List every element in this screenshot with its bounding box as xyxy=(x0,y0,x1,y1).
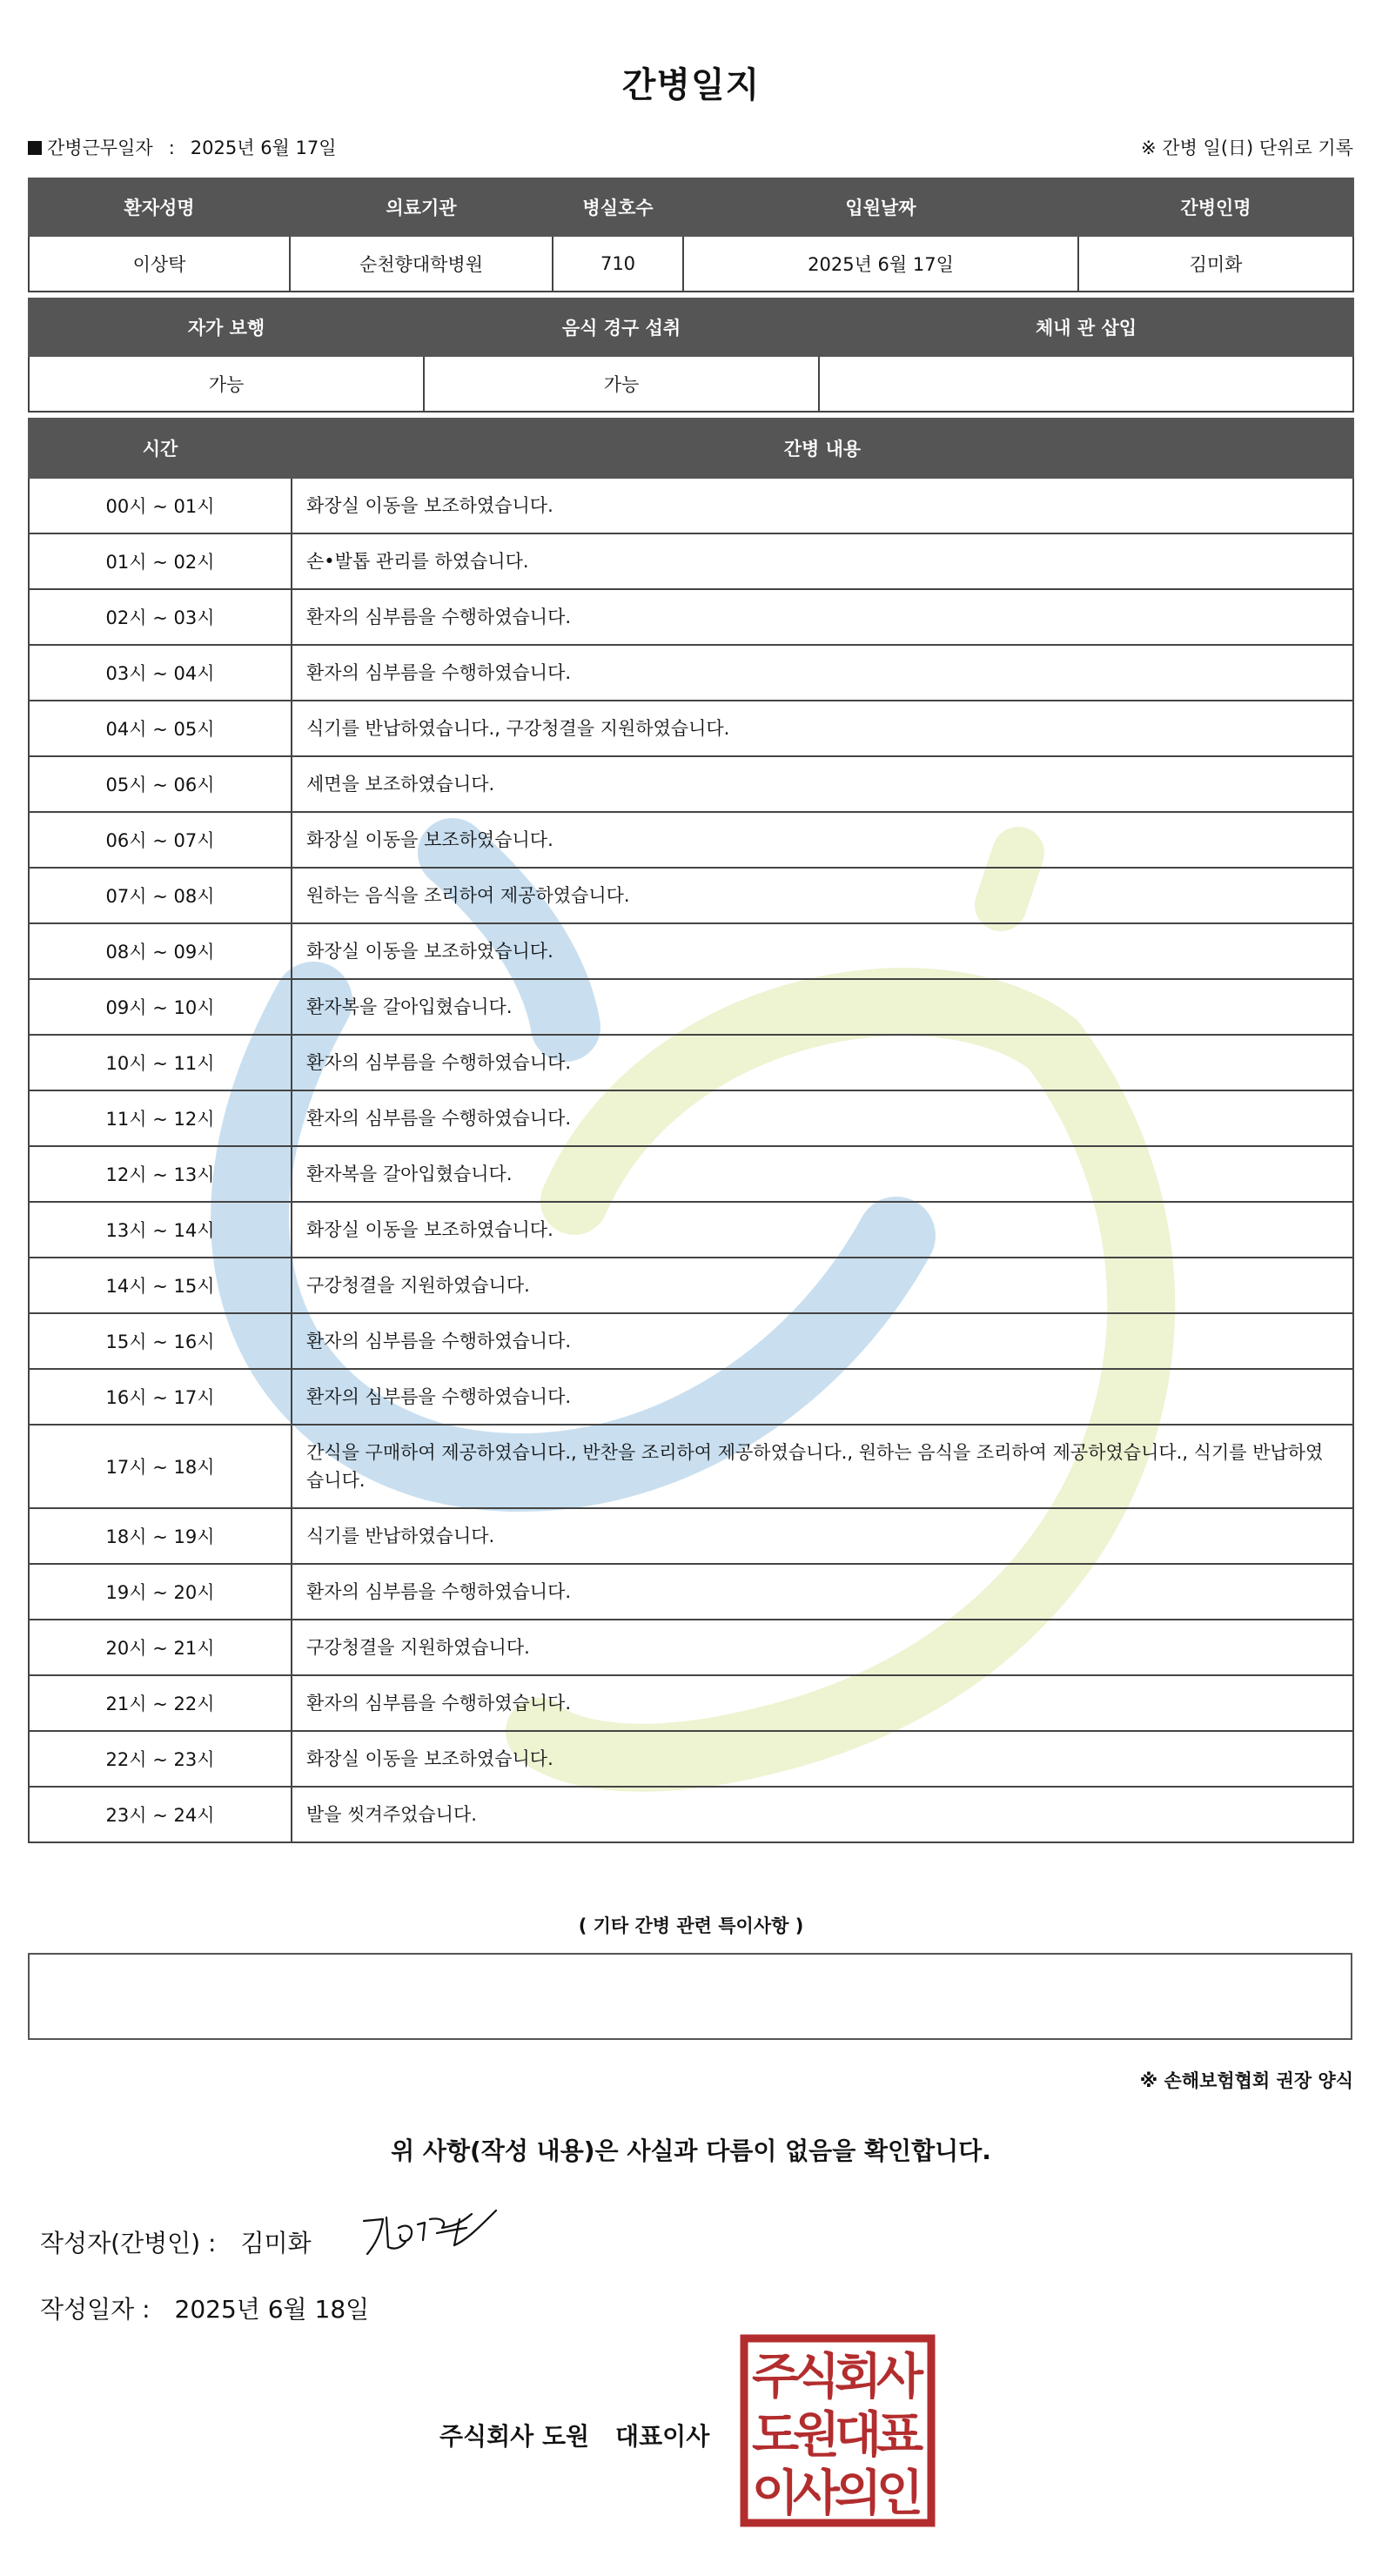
header-care-content: 간병 내용 xyxy=(292,419,1353,478)
written-date-label: 작성일자 : xyxy=(40,2295,151,2324)
ceo-title: 대표이사 xyxy=(615,2422,710,2451)
self-walking-value: 가능 xyxy=(29,356,424,412)
header-room-number: 병실호수 xyxy=(553,178,683,236)
svg-text:인: 인 xyxy=(875,2465,924,2522)
table-row xyxy=(29,812,1353,868)
table-row xyxy=(29,1369,1353,1425)
care-content-cell: 환자의 심부름을 수행하였습니다. xyxy=(292,589,1353,645)
tube-insertion-value xyxy=(819,356,1353,412)
patient-info-value-row xyxy=(29,236,1353,292)
header-oral-intake: 음식 경구 섭취 xyxy=(424,299,819,356)
caregiver-name: 김미화 xyxy=(1078,236,1353,292)
special-notes-title: ( 기타 간병 관련 특이사항 ) xyxy=(578,1915,804,1936)
recommend-note: ※ 손해보험협회 권장 양식 xyxy=(1139,2070,1353,2091)
care-content-cell: 화장실 이동을 보조하였습니다. xyxy=(292,1202,1353,1258)
square-bullet-icon xyxy=(28,141,42,155)
svg-text:주: 주 xyxy=(751,2349,800,2405)
written-date-line xyxy=(40,2291,369,2325)
care-content-cell: 환자의 심부름을 수행하였습니다. xyxy=(292,1035,1353,1090)
header-tube-insertion: 체내 관 삽입 xyxy=(819,299,1353,356)
patient-name: 이상탁 xyxy=(29,236,290,292)
table-row xyxy=(29,1731,1353,1787)
svg-text:사: 사 xyxy=(792,2465,841,2522)
admission-date: 2025년 6월 17일 xyxy=(683,236,1078,292)
table-row xyxy=(29,868,1353,923)
care-content-cell: 식기를 반납하였습니다., 구강청결을 지원하였습니다. xyxy=(292,701,1353,756)
care-content-cell: 환자의 심부름을 수행하였습니다. xyxy=(292,645,1353,701)
table-row xyxy=(29,979,1353,1035)
time-cell: 07시 ~ 08시 xyxy=(29,868,292,923)
oral-intake-value: 가능 xyxy=(424,356,819,412)
table-row xyxy=(29,1035,1353,1090)
table-row xyxy=(29,1202,1353,1258)
company-seal-stamp xyxy=(740,2334,936,2527)
time-cell: 06시 ~ 07시 xyxy=(29,812,292,868)
special-notes-box xyxy=(28,1953,1352,2040)
care-content-cell: 원하는 음식을 조리하여 제공하였습니다. xyxy=(292,868,1353,923)
table-row xyxy=(29,1620,1353,1675)
table-row xyxy=(29,1787,1353,1842)
care-content-cell: 환자의 심부름을 수행하였습니다. xyxy=(292,1313,1353,1369)
care-log-table xyxy=(28,418,1354,1843)
table-row xyxy=(29,533,1353,589)
work-date-separator: : xyxy=(168,138,175,158)
header-caregiver-name: 간병인명 xyxy=(1078,178,1353,236)
time-cell: 21시 ~ 22시 xyxy=(29,1675,292,1731)
table-row xyxy=(29,1675,1353,1731)
svg-text:도: 도 xyxy=(751,2407,800,2464)
care-content-cell: 손•발톱 관리를 하였습니다. xyxy=(292,533,1353,589)
svg-text:이: 이 xyxy=(751,2465,800,2522)
confirmation-statement: 위 사항(작성 내용)은 사실과 다름이 없음을 확인합니다. xyxy=(391,2137,991,2165)
time-cell: 13시 ~ 14시 xyxy=(29,1202,292,1258)
care-content-cell: 환자의 심부름을 수행하였습니다. xyxy=(292,1369,1353,1425)
care-content-cell: 간식을 구매하여 제공하였습니다., 반찬을 조리하여 제공하였습니다., 원하는 음식을 조리하여 제공하였습니다., 식기를 반납하였습니다. xyxy=(292,1425,1353,1508)
company-name: 주식회사 도원 xyxy=(439,2422,590,2451)
table-row xyxy=(29,923,1353,979)
company-line xyxy=(439,2418,709,2452)
time-cell: 23시 ~ 24시 xyxy=(29,1787,292,1842)
care-log-header-row xyxy=(29,419,1353,478)
work-date xyxy=(28,134,337,160)
time-cell: 12시 ~ 13시 xyxy=(29,1146,292,1202)
header-hospital: 의료기관 xyxy=(290,178,553,236)
ability-header-row xyxy=(29,299,1353,356)
table-row xyxy=(29,701,1353,756)
care-content-cell: 환자의 심부름을 수행하였습니다. xyxy=(292,1564,1353,1620)
written-date-value: 2025년 6월 18일 xyxy=(174,2295,370,2324)
time-cell: 05시 ~ 06시 xyxy=(29,756,292,812)
patient-ability-table xyxy=(28,298,1354,413)
table-row xyxy=(29,1425,1353,1508)
header-self-walking: 자가 보행 xyxy=(29,299,424,356)
care-content-cell: 환자의 심부름을 수행하였습니다. xyxy=(292,1675,1353,1731)
work-date-label: 간병근무일자 xyxy=(47,138,153,158)
ability-value-row xyxy=(29,356,1353,412)
patient-info-header-row xyxy=(29,178,1353,236)
writer-line xyxy=(40,2224,312,2259)
svg-text:회: 회 xyxy=(834,2349,882,2405)
time-cell: 03시 ~ 04시 xyxy=(29,645,292,701)
svg-text:표: 표 xyxy=(875,2407,924,2464)
unit-note: ※ 간병 일(日) 단위로 기록 xyxy=(1141,138,1353,158)
table-row xyxy=(29,1313,1353,1369)
table-row xyxy=(29,645,1353,701)
header-time: 시간 xyxy=(29,419,292,478)
time-cell: 19시 ~ 20시 xyxy=(29,1564,292,1620)
svg-text:식: 식 xyxy=(792,2349,841,2405)
time-cell: 14시 ~ 15시 xyxy=(29,1258,292,1313)
handwritten-signature xyxy=(357,2202,505,2263)
table-row xyxy=(29,1508,1353,1564)
care-content-cell: 구강청결을 지원하였습니다. xyxy=(292,1258,1353,1313)
time-cell: 20시 ~ 21시 xyxy=(29,1620,292,1675)
hospital-name: 순천향대학병원 xyxy=(290,236,553,292)
time-cell: 08시 ~ 09시 xyxy=(29,923,292,979)
header-admission-date: 입원날짜 xyxy=(683,178,1078,236)
care-content-cell: 환자의 심부름을 수행하였습니다. xyxy=(292,1090,1353,1146)
care-content-cell: 화장실 이동을 보조하였습니다. xyxy=(292,478,1353,533)
table-row xyxy=(29,1090,1353,1146)
care-content-cell: 환자복을 갈아입혔습니다. xyxy=(292,979,1353,1035)
svg-text:의: 의 xyxy=(834,2465,882,2522)
time-cell: 22시 ~ 23시 xyxy=(29,1731,292,1787)
time-cell: 04시 ~ 05시 xyxy=(29,701,292,756)
care-content-cell: 화장실 이동을 보조하였습니다. xyxy=(292,1731,1353,1787)
care-content-cell: 화장실 이동을 보조하였습니다. xyxy=(292,923,1353,979)
work-date-value: 2025년 6월 17일 xyxy=(190,138,337,158)
room-number: 710 xyxy=(553,236,683,292)
time-cell: 02시 ~ 03시 xyxy=(29,589,292,645)
care-content-cell: 환자복을 갈아입혔습니다. xyxy=(292,1146,1353,1202)
care-content-cell: 구강청결을 지원하였습니다. xyxy=(292,1620,1353,1675)
time-cell: 16시 ~ 17시 xyxy=(29,1369,292,1425)
table-row xyxy=(29,478,1353,533)
table-row xyxy=(29,756,1353,812)
writer-name: 김미화 xyxy=(240,2229,312,2257)
table-row xyxy=(29,589,1353,645)
table-row xyxy=(29,1146,1353,1202)
time-cell: 15시 ~ 16시 xyxy=(29,1313,292,1369)
care-content-cell: 화장실 이동을 보조하였습니다. xyxy=(292,812,1353,868)
patient-info-table xyxy=(28,178,1354,292)
table-row xyxy=(29,1258,1353,1313)
table-row xyxy=(29,1564,1353,1620)
time-cell: 17시 ~ 18시 xyxy=(29,1425,292,1508)
svg-text:대: 대 xyxy=(834,2407,882,2464)
time-cell: 18시 ~ 19시 xyxy=(29,1508,292,1564)
svg-text:사: 사 xyxy=(875,2349,924,2405)
time-cell: 09시 ~ 10시 xyxy=(29,979,292,1035)
page-title: 간병일지 xyxy=(621,65,761,105)
svg-text:원: 원 xyxy=(792,2407,841,2464)
care-content-cell: 식기를 반납하였습니다. xyxy=(292,1508,1353,1564)
care-content-cell: 발을 씻겨주었습니다. xyxy=(292,1787,1353,1842)
header-patient-name: 환자성명 xyxy=(29,178,290,236)
writer-label: 작성자(간병인) : xyxy=(40,2229,217,2257)
time-cell: 00시 ~ 01시 xyxy=(29,478,292,533)
care-content-cell: 세면을 보조하였습니다. xyxy=(292,756,1353,812)
time-cell: 01시 ~ 02시 xyxy=(29,533,292,589)
time-cell: 10시 ~ 11시 xyxy=(29,1035,292,1090)
time-cell: 11시 ~ 12시 xyxy=(29,1090,292,1146)
